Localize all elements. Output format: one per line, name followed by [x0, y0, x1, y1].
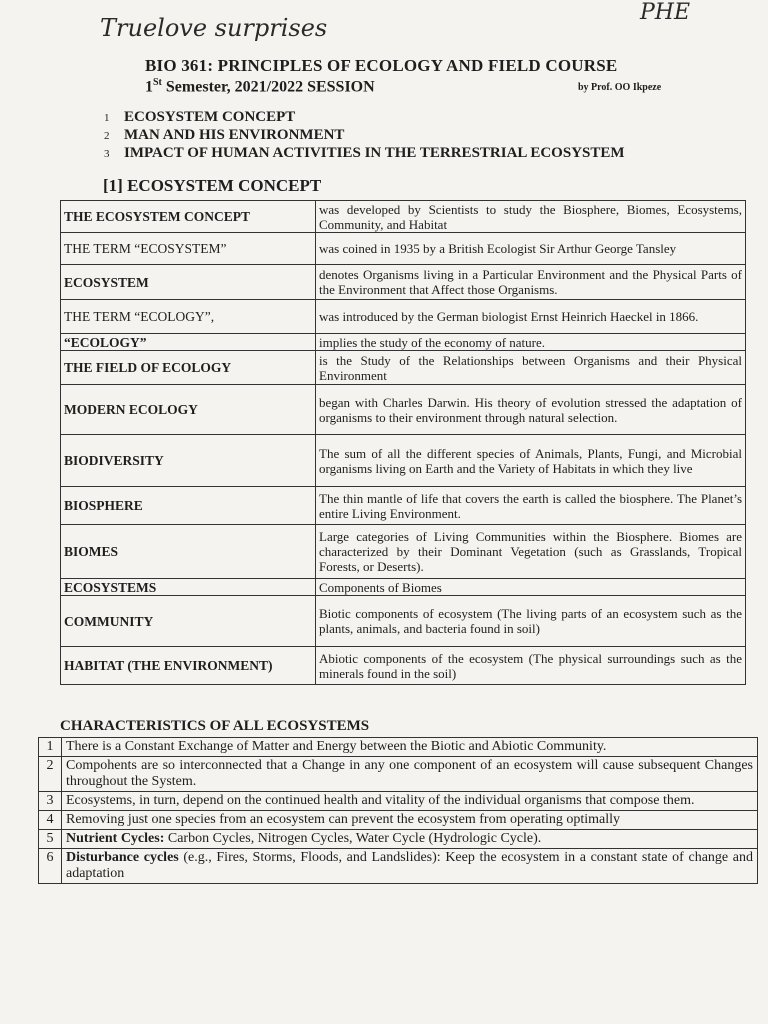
- term-cell: COMMUNITY: [61, 596, 316, 647]
- row-text-cell: [62, 811, 758, 830]
- handwritten-note: Truelove surprises: [100, 14, 328, 42]
- table-row: [61, 233, 746, 265]
- table-row: [39, 849, 758, 884]
- table-row: [61, 525, 746, 579]
- table-row: [39, 738, 758, 757]
- table-row: [61, 435, 746, 487]
- term-cell: THE ECOSYSTEM CONCEPT: [61, 201, 316, 233]
- handwritten-initials: PHE: [640, 0, 691, 25]
- table-row: [61, 596, 746, 647]
- toc-item: [104, 108, 625, 126]
- row-text: Compohents are so interconnected that a Change in any one component of an ecosystem will cause subsequent Changes throughout the System.: [66, 758, 753, 789]
- toc-label: IMPACT OF HUMAN ACTIVITIES IN THE TERRESTRIAL ECOSYSTEM: [124, 145, 625, 161]
- term-cell: BIOSPHERE: [61, 487, 316, 525]
- row-number: 2: [39, 757, 62, 792]
- table-row: [61, 300, 746, 334]
- row-text: Removing just one species from an ecosystem can prevent the ecosystem from operating optimally: [66, 812, 621, 827]
- definition-cell: The thin mantle of life that covers the earth is called the biosphere. The Planet’s entire Living Environment.: [316, 487, 746, 525]
- row-text-cell: [62, 738, 758, 757]
- definition-cell: Biotic components of ecosystem (The living parts of an ecosystem such as the plants, animals, and bacteria found in soil): [316, 596, 746, 647]
- table-row: [61, 201, 746, 233]
- table-row: [39, 811, 758, 830]
- table-row: [61, 334, 746, 351]
- row-number: 6: [39, 849, 62, 884]
- course-title: BIO 361: PRINCIPLES OF ECOLOGY AND FIELD COURSE: [145, 56, 618, 75]
- row-text: (e.g., Fires, Storms, Floods, and Landslides): Keep the ecosystem in a constant state of change and adaptation: [66, 850, 753, 881]
- toc-number: 3: [104, 148, 110, 160]
- semester-line: [145, 77, 375, 96]
- definition-cell: denotes Organisms living in a Particular Environment and the Physical Parts of the Environment that Affect those Organisms.: [316, 265, 746, 300]
- table-row: [61, 385, 746, 435]
- table-row: [39, 830, 758, 849]
- definition-cell: was coined in 1935 by a British Ecologist Sir Arthur George Tansley: [316, 233, 746, 265]
- definition-cell: began with Charles Darwin. His theory of evolution stressed the adaptation of organisms to their environment through natural selection.: [316, 385, 746, 435]
- table-row: [61, 647, 746, 685]
- row-number: 4: [39, 811, 62, 830]
- row-text-cell: [62, 757, 758, 792]
- definition-cell: was introduced by the German biologist Ernst Heinrich Haeckel in 1866.: [316, 300, 746, 334]
- row-text: Carbon Cycles, Nitrogen Cycles, Water Cycle (Hydrologic Cycle).: [164, 831, 542, 846]
- definition-cell: Abiotic components of the ecosystem (The physical surroundings such as the minerals found in the soil): [316, 647, 746, 685]
- row-number: 5: [39, 830, 62, 849]
- row-text-cell: [62, 849, 758, 884]
- semester-number: 1: [145, 78, 153, 96]
- row-text: There is a Constant Exchange of Matter and Energy between the Biotic and Abiotic Community.: [66, 739, 607, 754]
- term-cell: “ECOLOGY”: [61, 334, 316, 351]
- table-row: [61, 351, 746, 385]
- row-text-cell: [62, 830, 758, 849]
- toc-label: ECOSYSTEM CONCEPT: [124, 109, 296, 125]
- table-row: [61, 487, 746, 525]
- row-text-cell: [62, 792, 758, 811]
- row-text: Ecosystems, in turn, depend on the continued health and vitality of the individual organisms that compose them.: [66, 793, 695, 808]
- author: by Prof. OO Ikpeze: [578, 82, 662, 93]
- table-row: [61, 579, 746, 596]
- row-bold-label: Nutrient Cycles:: [66, 831, 165, 846]
- row-number: 1: [39, 738, 62, 757]
- definition-cell: is the Study of the Relationships between Organisms and their Physical Environment: [316, 351, 746, 385]
- term-cell: BIODIVERSITY: [61, 435, 316, 487]
- definition-cell: implies the study of the economy of nature.: [316, 334, 746, 351]
- table-row: [61, 265, 746, 300]
- definition-cell: was developed by Scientists to study the Biosphere, Biomes, Ecosystems, Community, and Habitat: [316, 201, 746, 233]
- table-of-contents: [104, 108, 625, 162]
- definition-cell: Components of Biomes: [316, 579, 746, 596]
- term-cell: HABITAT (THE ENVIRONMENT): [61, 647, 316, 685]
- term-cell: ECOSYSTEM: [61, 265, 316, 300]
- row-number: 3: [39, 792, 62, 811]
- term-cell: BIOMES: [61, 525, 316, 579]
- section-heading-characteristics: CHARACTERISTICS OF ALL ECOSYSTEMS: [60, 718, 370, 734]
- semester-text: Semester, 2021/2022 SESSION: [161, 78, 375, 96]
- term-cell: THE FIELD OF ECOLOGY: [61, 351, 316, 385]
- row-bold-label: Disturbance cycles: [66, 850, 179, 865]
- toc-label: MAN AND HIS ENVIRONMENT: [124, 127, 345, 143]
- toc-number: 2: [104, 130, 110, 142]
- semester-suffix: St: [153, 77, 162, 88]
- term-cell: THE TERM “ECOLOGY”,: [61, 300, 316, 334]
- toc-item: [104, 144, 625, 162]
- definition-cell: The sum of all the different species of Animals, Plants, Fungi, and Microbial organisms living on Earth and the Variety of Habitats in which they live: [316, 435, 746, 487]
- term-cell: ECOSYSTEMS: [61, 579, 316, 596]
- toc-number: 1: [104, 112, 110, 124]
- table-row: [39, 792, 758, 811]
- toc-item: [104, 126, 625, 144]
- definition-cell: Large categories of Living Communities within the Biosphere. Biomes are characterized by their Dominant Vegetation (such as Grasslands, Tropical Forests, or Deserts).: [316, 525, 746, 579]
- term-cell: THE TERM “ECOSYSTEM”: [61, 233, 316, 265]
- ecosystem-concept-table: [60, 200, 746, 685]
- section-heading-ecosystem-concept: [1] ECOSYSTEM CONCEPT: [103, 176, 322, 195]
- table-row: [39, 757, 758, 792]
- term-cell: MODERN ECOLOGY: [61, 385, 316, 435]
- characteristics-table: [38, 737, 758, 884]
